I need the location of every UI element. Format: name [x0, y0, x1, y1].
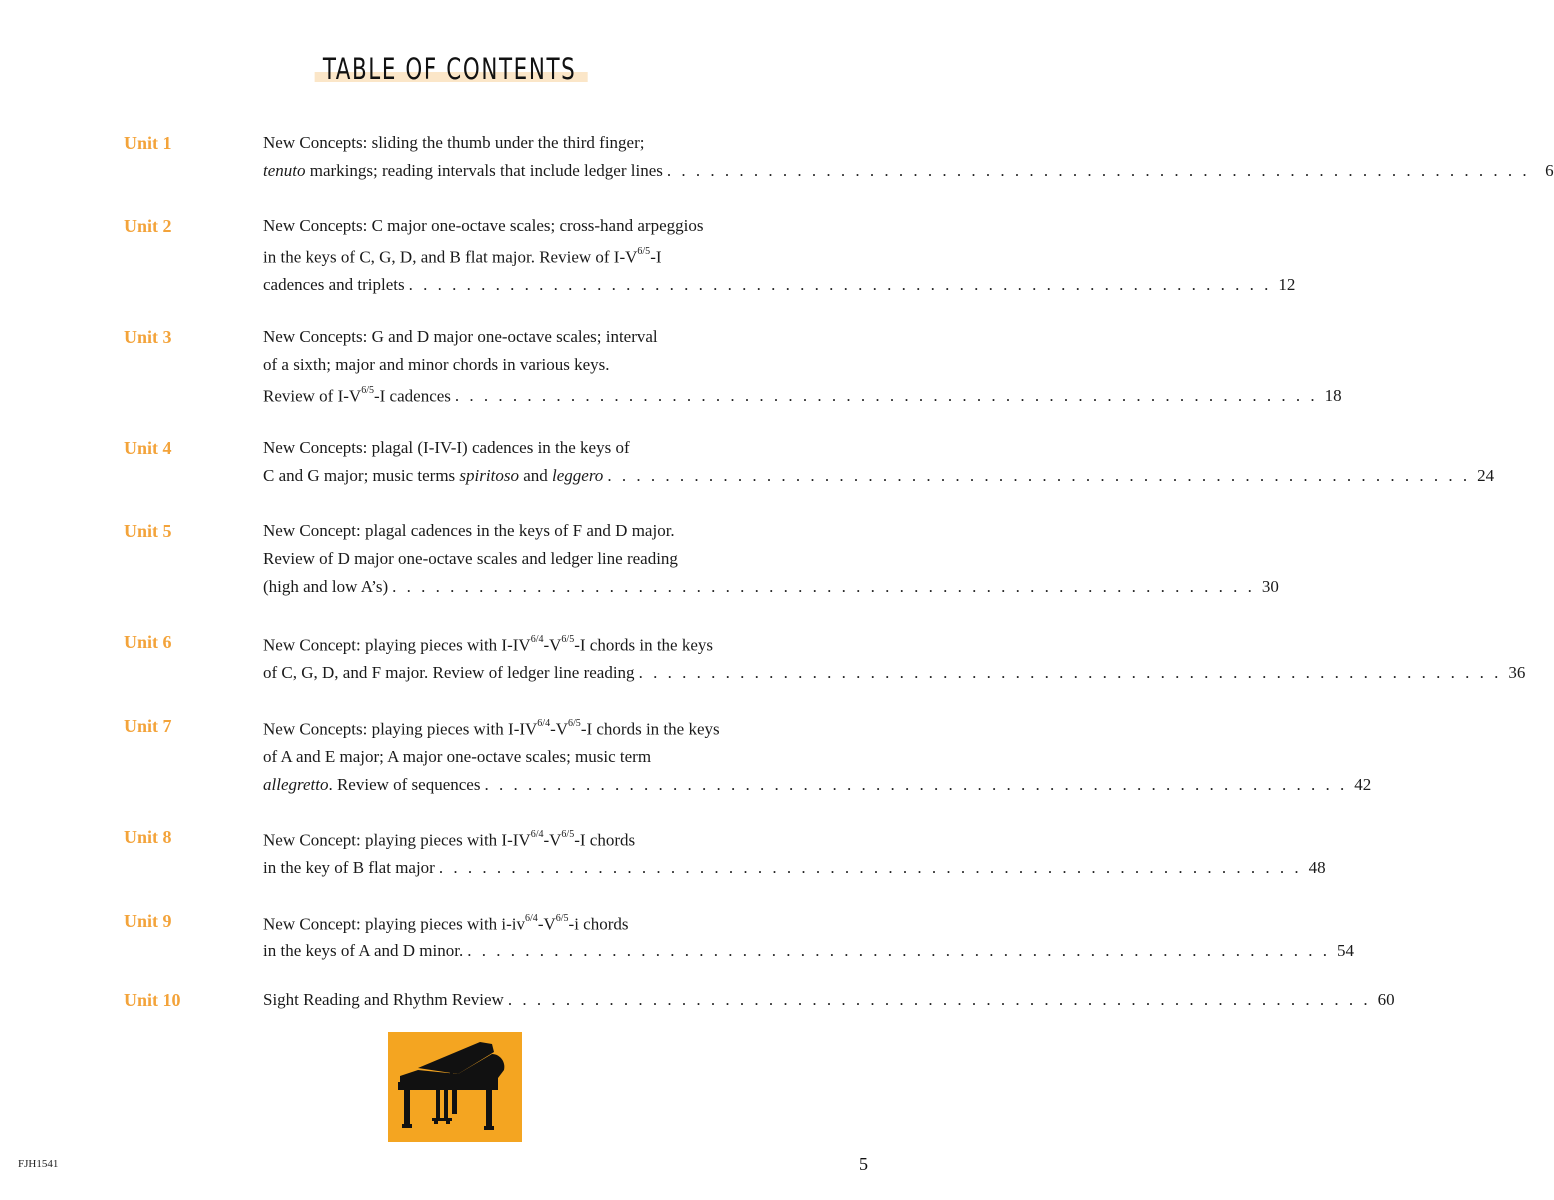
desc-line: [263, 743, 783, 771]
desc-text-b: -I: [650, 247, 662, 267]
figured-bass: 6/5: [555, 913, 569, 924]
desc-text: [263, 771, 480, 799]
desc-line: [263, 823, 783, 854]
desc-text: of C, G, D, and F major. Review of ledger line reading: [263, 663, 635, 683]
italic-term: allegretto: [263, 775, 329, 795]
desc-text: Review of D major one-octave scales and ledger line reading: [263, 548, 678, 568]
desc-text: in the keys of A and D minor.: [263, 940, 464, 960]
desc-text-c: -I chords in the keys: [580, 719, 720, 739]
unit-label: Unit 7: [124, 716, 172, 736]
figured-bass: 6/4: [537, 718, 551, 729]
piano-illustration: [388, 1032, 522, 1142]
desc-text-rest: . Review of sequences: [328, 775, 481, 795]
page-number: 5: [859, 1154, 868, 1174]
desc-text-c: -I chords: [574, 830, 636, 850]
desc-text: Sight Reading and Rhythm Review: [263, 990, 504, 1009]
desc-line: [263, 323, 783, 351]
desc-line-last: [263, 462, 1495, 490]
desc-line: [263, 712, 783, 743]
dot-leader: . . . . . . . . . . . . . . . . . . . . . . . . . . . . . . . . . . . . . . . . . . . . . . . . . . . . . . . . . . . .: [638, 663, 1502, 683]
entry-description: [263, 129, 1554, 185]
desc-text-a: in the keys of C, G, D, and B flat major. Review of I-V: [263, 247, 638, 267]
page-title-text: TABLE OF CONTENTS: [323, 52, 577, 86]
desc-text-a: Review of I-V: [263, 386, 362, 406]
dot-leader: . . . . . . . . . . . . . . . . . . . . . . . . . . . . . . . . . . . . . . . . . . . . . . . . . . . . . . . . . . . .: [392, 576, 1255, 596]
page-ref: 12: [1278, 275, 1296, 295]
desc-text: of A and E major; A major one-octave scales; music term: [263, 747, 652, 767]
desc-text: (high and low A’s): [263, 576, 389, 596]
desc-text: New Concepts: C major one-octave scales; cross-hand arpeggios: [263, 216, 704, 235]
desc-text-a: C and G major; music terms: [263, 465, 460, 485]
desc-text: in the key of B flat major: [263, 858, 435, 878]
desc-text: cadences and triplets: [263, 275, 405, 295]
entry-description: [263, 628, 1526, 687]
desc-text-b: -V: [543, 830, 562, 850]
italic-term: tenuto: [263, 160, 306, 180]
figured-bass: 6/5: [361, 384, 374, 396]
entry-description: [263, 986, 1395, 1014]
italic-term: spiritoso: [459, 465, 519, 485]
desc-text: [263, 462, 603, 490]
unit-label: Unit 1: [124, 133, 172, 153]
dot-leader: . . . . . . . . . . . . . . . . . . . . . . . . . . . . . . . . . . . . . . . . . . . . . . . . . . . . . . . . . . . .: [438, 858, 1302, 878]
entry-description: [263, 323, 1342, 410]
desc-text: [263, 628, 713, 659]
desc-text-b: and: [518, 465, 552, 485]
desc-line-last: [263, 157, 1554, 185]
desc-line: [263, 129, 783, 157]
desc-line-last: [263, 271, 1296, 299]
desc-text-rest: markings; reading intervals that include ledger lines: [305, 160, 663, 180]
desc-line: [263, 907, 783, 939]
unit-label: Unit 9: [124, 911, 172, 931]
desc-text-b: -I cadences: [373, 386, 451, 406]
page-ref: 18: [1324, 386, 1342, 406]
entry-description: [263, 823, 1326, 882]
figured-bass: 6/5: [568, 718, 581, 729]
desc-line: [263, 517, 783, 545]
entry-description: [263, 434, 1495, 490]
title-wrap: [0, 52, 900, 86]
unit-label: Unit 2: [124, 216, 172, 236]
desc-text: of a sixth; major and minor chords in various keys.: [263, 354, 610, 374]
entry-description: [263, 907, 1354, 963]
desc-text-c: -i chords: [568, 914, 629, 934]
desc-line: [263, 240, 783, 271]
desc-text: [263, 379, 451, 410]
desc-line-last: [263, 659, 1526, 687]
dot-leader: . . . . . . . . . . . . . . . . . . . . . . . . . . . . . . . . . . . . . . . . . . . . . . . . . . . . . . . . . . . .: [454, 386, 1318, 406]
desc-text: New Concepts: sliding the thumb under the third finger;: [263, 133, 645, 152]
desc-text: [263, 157, 663, 185]
dot-leader: . . . . . . . . . . . . . . . . . . . . . . . . . . . . . . . . . . . . . . . . . . . . . . . . . . . . . . . . . . . .: [484, 775, 1348, 795]
page-ref: 60: [1377, 990, 1395, 1009]
figured-bass: 6/4: [530, 634, 544, 645]
desc-line: [263, 434, 783, 462]
dot-leader: . . . . . . . . . . . . . . . . . . . . . . . . . . . . . . . . . . . . . . . . . . . . . . . . . . . . . . . . . . . .: [507, 990, 1371, 1009]
entry-description: [263, 212, 1296, 299]
desc-text: [263, 240, 662, 271]
unit-label: Unit 5: [124, 521, 172, 541]
italic-term: leggero: [552, 465, 604, 485]
desc-line-last: [263, 771, 1372, 799]
desc-text-a: New Concept: playing pieces with i-iv: [263, 914, 526, 934]
desc-text: New Concepts: G and D major one-octave scales; interval: [263, 327, 658, 346]
page-ref: 30: [1261, 576, 1279, 596]
desc-text-a: New Concept: playing pieces with I-IV: [263, 635, 531, 655]
desc-text-c: -I chords in the keys: [574, 635, 714, 655]
figured-bass: 6/5: [637, 245, 651, 257]
desc-line: [263, 351, 783, 379]
dot-leader: . . . . . . . . . . . . . . . . . . . . . . . . . . . . . . . . . . . . . . . . . . . . . . . . . . . . . . . . . . . .: [607, 465, 1471, 485]
page-ref: 48: [1308, 858, 1326, 878]
unit-label: Unit 6: [124, 632, 172, 652]
unit-label: Unit 4: [124, 438, 172, 458]
desc-text-b: -V: [550, 719, 569, 739]
page-ref: 42: [1354, 775, 1372, 795]
desc-line: [263, 212, 783, 240]
page-title: [318, 52, 581, 86]
unit-label: Unit 3: [124, 327, 172, 347]
desc-text: New Concepts: plagal (I-IV-I) cadences in the keys of: [263, 438, 630, 457]
dot-leader: . . . . . . . . . . . . . . . . . . . . . . . . . . . . . . . . . . . . . . . . . . . . . . . . . . . . . . . . . . . .: [408, 275, 1272, 295]
desc-text-a: New Concept: playing pieces with I-IV: [263, 830, 531, 850]
desc-text: [263, 712, 720, 743]
desc-text: [263, 823, 635, 854]
dot-leader: . . . . . . . . . . . . . . . . . . . . . . . . . . . . . . . . . . . . . . . . . . . . . . . . . . . . . . . . . . . .: [467, 940, 1330, 960]
desc-text-a: New Concepts: playing pieces with I-IV: [263, 719, 538, 739]
desc-line-last: [263, 379, 1342, 410]
desc-text: [263, 907, 629, 939]
figured-bass: 6/4: [530, 829, 544, 840]
page-ref: 6: [1545, 160, 1554, 180]
desc-line-last: [263, 939, 1354, 963]
figured-bass: 6/4: [525, 913, 538, 924]
desc-text-b: -V: [543, 635, 562, 655]
desc-text-b: -V: [537, 914, 556, 934]
grand-piano-icon: [388, 1032, 522, 1142]
figured-bass: 6/5: [561, 829, 575, 840]
page-ref: 54: [1336, 940, 1354, 960]
page-ref: 24: [1477, 465, 1495, 485]
desc-line-last: [263, 573, 1279, 601]
desc-line-last: [263, 854, 1326, 882]
unit-label: Unit 10: [124, 990, 181, 1010]
publisher-code: FJH1541: [18, 1158, 59, 1170]
desc-text: New Concept: plagal cadences in the keys of F and D major.: [263, 521, 675, 540]
entry-description: [263, 517, 1279, 600]
desc-line-last: [263, 986, 1395, 1014]
desc-line: [263, 545, 783, 573]
figured-bass: 6/5: [561, 634, 575, 645]
desc-line: [263, 628, 783, 659]
entry-description: [263, 712, 1372, 799]
unit-label: Unit 8: [124, 827, 172, 847]
page-ref: 36: [1508, 663, 1526, 683]
dot-leader: . . . . . . . . . . . . . . . . . . . . . . . . . . . . . . . . . . . . . . . . . . . . . . . . . . . . . . . . . . . .: [666, 160, 1530, 180]
